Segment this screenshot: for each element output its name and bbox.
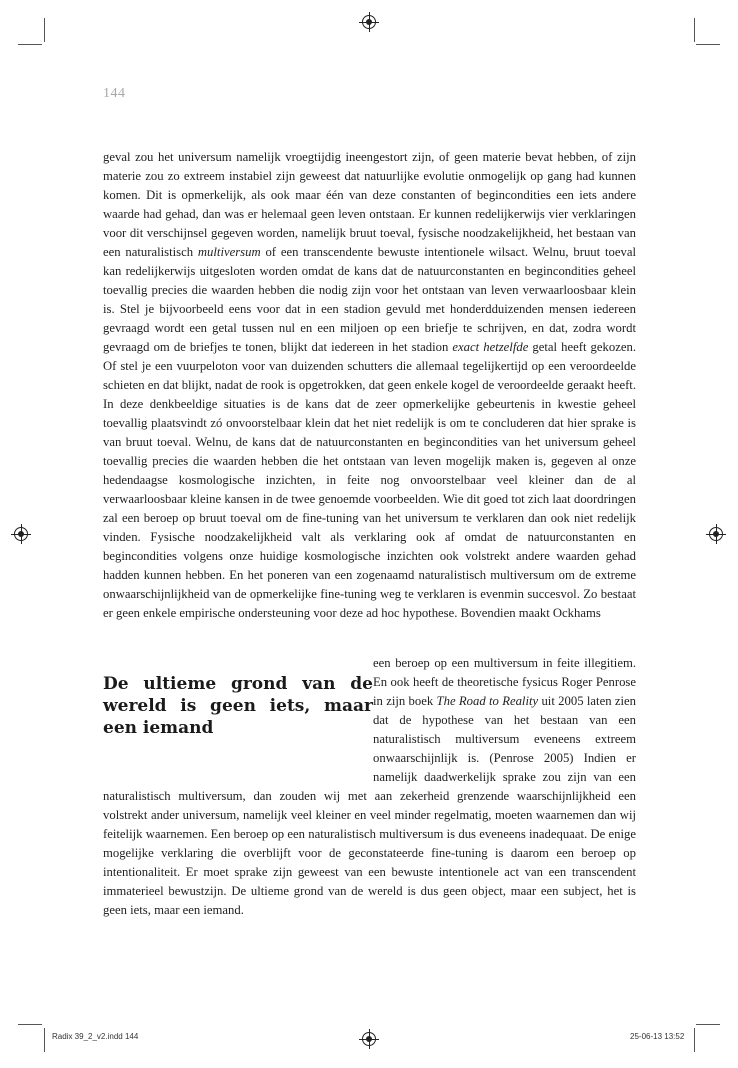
crop-mark bbox=[44, 18, 45, 42]
registration-mark-icon bbox=[362, 15, 376, 29]
crop-mark bbox=[44, 1028, 45, 1052]
paragraph: een beroep op een multiversum in feite illegitiem. En ook heeft de theoretische fysicus Roger Penrose in zijn boek The Road to Reality uit 2005 laten zien dat de hypothese van het bestaan van een naturalistisch multiversum eveneens extreem onwaarschijnlijk is. (Penrose 2005) Indien er namelijk daadwerkelijk sprake zou zijn van een naturalistisch multiversum, dan zouden wij met aan zekerheid grenzende waarschijnlijkheid een volstrekt ander universum, namelijk veel kleiner en veel minder regelmatig, moeten waarnemen dan wij feitelijk waarnemen. Een beroep op een naturalistisch multiversum is dus eveneens inadequaat. De enige mogelijke verklaring die overblijft voor de geconstateerde fine-tuning is daarom een beroep op intentionaliteit. Er moet sprake zijn geweest van een bewuste intentionele act van een transcendent immaterieel bewustzijn. De ultieme grond van de wereld is dus geen object, maar een subject, het is geen iets, maar een iemand. bbox=[103, 656, 636, 917]
registration-mark-icon bbox=[709, 527, 723, 541]
article-body-continued bbox=[103, 654, 636, 920]
crop-mark bbox=[694, 18, 695, 42]
crop-mark bbox=[18, 1024, 42, 1025]
footer-timestamp: 25-06-13 13:52 bbox=[630, 1032, 685, 1041]
pull-quote: De ultieme grond van de wereld is geen iets, maar een iemand bbox=[103, 674, 373, 738]
crop-mark bbox=[696, 1024, 720, 1025]
registration-mark-icon bbox=[14, 527, 28, 541]
paragraph: geval zou het universum namelijk vroegtijdig ineengestort zijn, of geen materie bevat hebben, of zijn materie zou zo extreem instabiel zijn geweest dat natuurlijke evolutie onmogelijk op gang had kunnen komen. Dit is opmerkelijk, als ook maar één van deze constanten of begincondities een iets andere waarde had gehad, dan was er helemaal geen leven ontstaan. Er kunnen redelijkerwijs vier verklaringen voor dit verschijnsel gegeven worden, namelijk bruut toeval, fysische noodzakelijkheid, het bestaan van een naturalistisch multiversum of een transcendente bewuste intentionele wilsact. Welnu, bruut toeval kan redelijkerwijs uitgesloten worden omdat de kans dat de natuurconstanten en begincondities geheel toevallig precies die waarden hebben die nodig zijn voor het ontstaan van leven verwaarloosbaar klein is. Stel je bijvoorbeeld eens voor dat in een stadion gevuld met honderdduizenden mensen iedereen gevraagd wordt een getal tussen nul en een miljoen op een briefje te schrijven, en dat, zodra wordt gevraagd om de briefjes te tonen, blijkt dat iedereen in het stadion exact hetzelfde getal heeft gekozen. Of stel je een vuurpeloton voor van duizenden schutters die allemaal tegelijkertijd op een veroordeelde schieten en dat blijkt, nadat de rook is opgetrokken, dat geen enkele kogel de veroordeelde geraakt heeft. In deze denkbeeldige situaties is de kans dat de zeer opmerkelijke gebeurtenis in kwestie geheel toevallig plaatsvindt zó onvoorstelbaar klein dat het niet redelijk is om te concluderen dat hier sprake is van bruut toeval. Welnu, de kans dat de natuurconstanten en begincondities van het universum geheel toevallig precies die waarden hebben die het ontstaan van leven mogelijk maken is, gegeven al onze hedendaagse kosmologische inzichten, in feite nog onvoorstelbaar veel kleiner dan de al verwaarloosbaar kleine kansen in de twee genoemde voorbeelden. Wie dit goed tot zich laat doordringen zal een beroep op bruut toeval om de fine-tuning van het universum te verklaren dan ook niet redelijk vinden. Fysische noodzakelijkheid valt als verklaring ook af omdat de natuurconstanten en begincondities volgens onze huidige kosmologische inzichten ook volstrekt andere waarden gehad hadden kunnen hebben. En het poneren van een zogenaamd naturalistisch multiversum om de extreme onwaarschijnlijkheid van de opmerkelijke fine-tuning weg te verklaren is evenmin succesvol. Zo bestaat er geen enkele empirische ondersteuning voor deze ad hoc hypothese. Bovendien maakt Ockhams bbox=[103, 150, 636, 620]
crop-mark bbox=[696, 44, 720, 45]
page-number: 144 bbox=[103, 86, 126, 101]
article-body bbox=[103, 148, 636, 623]
crop-mark bbox=[694, 1028, 695, 1052]
registration-mark-icon bbox=[362, 1032, 376, 1046]
footer-file-info: Radix 39_2_v2.indd 144 bbox=[52, 1032, 139, 1041]
crop-mark bbox=[18, 44, 42, 45]
